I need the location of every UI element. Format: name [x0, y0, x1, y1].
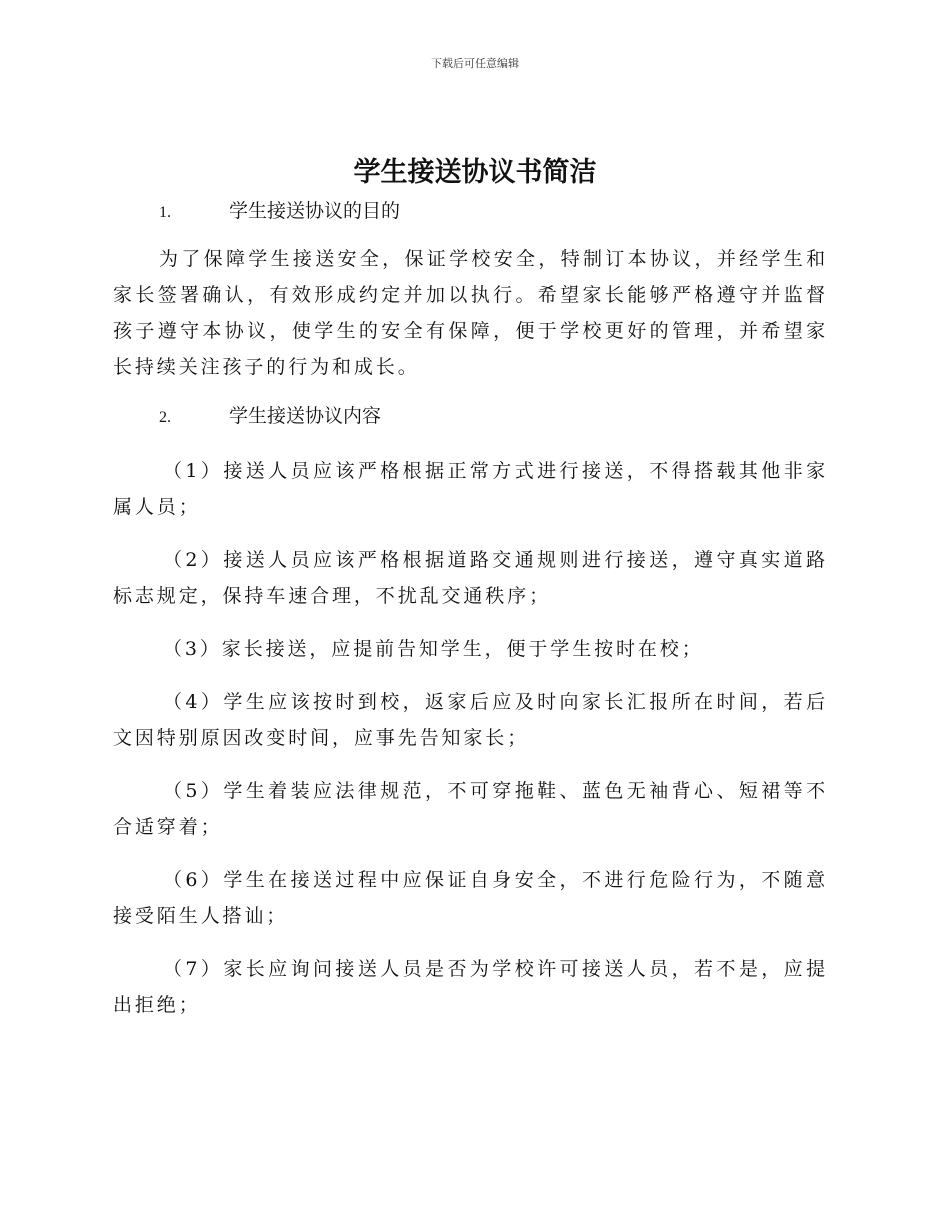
purpose-paragraph: 为了保障学生接送安全，保证学校安全，特制订本协议，并经学生和家长签署确认，有效形成约定并加以执行。希望家长能够严格遵守并监督孩子遵守本协议，使学生的安全有保障，便于学校更好的管理，并希望家长持续关注孩子的行为和成长。 [113, 248, 828, 378]
document-body [113, 193, 828, 1023]
list-item: （4）学生应该按时到校，返家后应及时向家长汇报所在时间，若后文因特别原因改变时间，应事先告知家长； [113, 691, 828, 749]
section-number: 1. [159, 204, 171, 221]
list-item: （2）接送人员应该严格根据道路交通规则进行接送，遵守真实道路标志规定，保持车速合理，不扰乱交通秩序； [113, 549, 828, 607]
section-number: 2. [159, 409, 171, 426]
section-heading-purpose [113, 193, 828, 231]
header-note: 下载后可任意编辑 [431, 57, 519, 70]
list-item: （3）家长接送，应提前告知学生，便于学生按时在校； [163, 638, 704, 660]
list-item: （1）接送人员应该严格根据正常方式进行接送，不得搭载其他非家属人员； [113, 460, 828, 518]
list-item: （7）家长应询问接送人员是否为学校许可接送人员，若不是，应提出拒绝； [113, 958, 828, 1016]
section-heading-text: 学生接送协议内容 [229, 405, 382, 427]
list-item: （6）学生在接送过程中应保证自身安全，不进行危险行为，不随意接受陌生人搭讪； [113, 869, 828, 927]
list-item: （5）学生着装应法律规范，不可穿拖鞋、蓝色无袖背心、短裙等不合适穿着； [113, 780, 828, 838]
document-title: 学生接送协议书简洁 [353, 157, 597, 188]
section-heading-content [113, 398, 828, 436]
section-heading-text: 学生接送协议的目的 [229, 200, 401, 222]
